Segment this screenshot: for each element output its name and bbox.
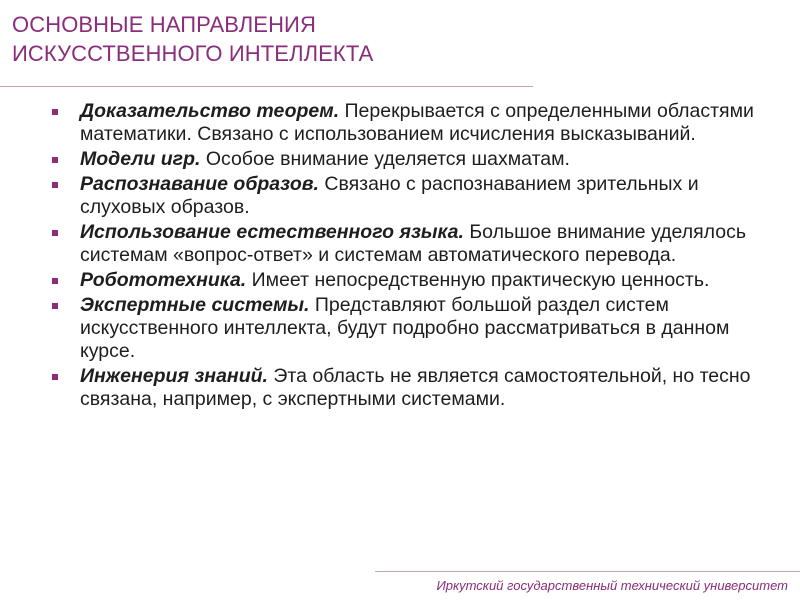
bullet-item-natural-language	[50, 221, 770, 267]
square-bullet-icon	[52, 157, 58, 163]
bullet-term: Экспертные системы.	[80, 294, 310, 316]
bullet-item-pattern-recognition	[50, 173, 770, 219]
square-bullet-icon	[52, 303, 58, 309]
slide-title-line-1: ОСНОВНЫЕ НАПРАВЛЕНИЯ	[12, 12, 316, 37]
bullet-text: Имеет непосредственную практическую ценность.	[246, 269, 710, 291]
bullet-item-robotics	[50, 269, 770, 292]
bullet-text: Представляют большой раздел систем искусственного интеллекта, будут подробно рассматриваться в данном курсе.	[80, 294, 730, 362]
bullet-item-game-models	[50, 148, 770, 171]
bullet-term: Модели игр.	[80, 148, 201, 170]
bullet-term: Инженерия знаний.	[80, 365, 268, 387]
slide-title-line-2: ИСКУССТВЕННОГО ИНТЕЛЛЕКТА	[12, 41, 374, 66]
title-divider	[0, 86, 533, 87]
bullet-text: Особое внимание уделяется шахматам.	[200, 148, 570, 170]
square-bullet-icon	[52, 109, 58, 115]
bullet-text: Большое внимание уделялось системам «вопрос-ответ» и системам автоматического перевода.	[80, 221, 747, 266]
square-bullet-icon	[52, 230, 58, 236]
bullet-text: Перекрывается с определенными областями математики. Связано с использованием исчисления высказываний.	[80, 100, 754, 145]
square-bullet-icon	[52, 182, 58, 188]
bullet-item-theorem-proving	[50, 100, 770, 146]
bullet-term: Распознавание образов.	[80, 173, 319, 195]
bullet-text: Эта область не является самостоятельной, но тесно связана, например, с экспертными системами.	[80, 365, 751, 410]
footer-university: Иркутский государственный технический университет	[436, 578, 788, 593]
bullet-item-expert-systems	[50, 294, 770, 363]
bullet-term: Использование естественного языка.	[80, 221, 464, 243]
bullet-list	[50, 100, 770, 413]
bullet-term: Робототехника.	[80, 269, 247, 291]
bullet-text: Связано с распознаванием зрительных и слуховых образов.	[80, 173, 699, 218]
square-bullet-icon	[52, 278, 58, 284]
footer-divider	[375, 571, 800, 572]
bullet-term: Доказательство теорем.	[80, 100, 340, 122]
bullet-item-knowledge-engineering	[50, 365, 770, 411]
square-bullet-icon	[52, 374, 58, 380]
slide-title	[12, 10, 572, 68]
